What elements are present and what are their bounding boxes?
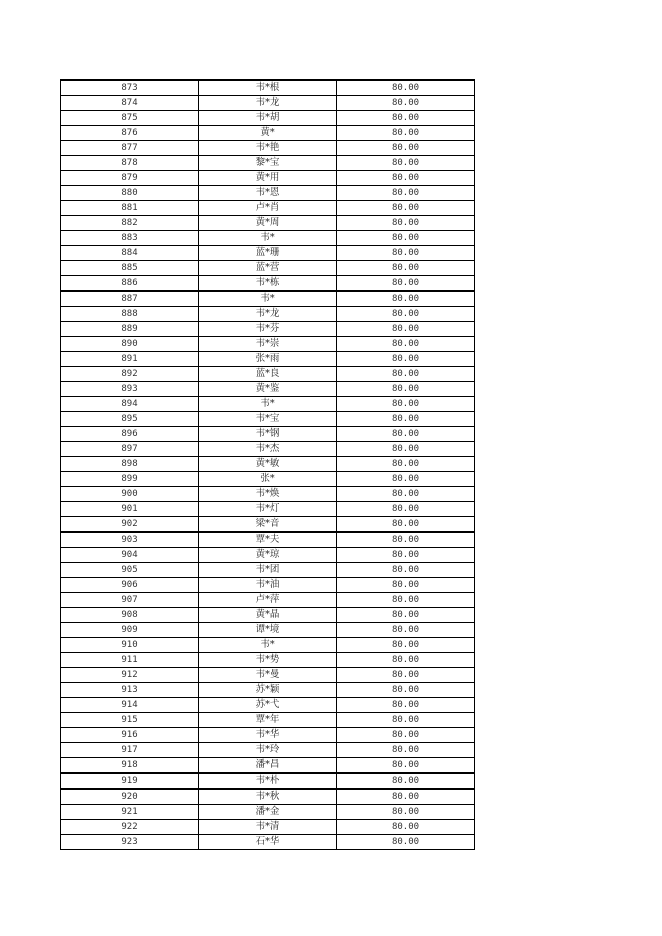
table-row [61, 382, 475, 397]
table-row [61, 713, 475, 728]
table-row [61, 246, 475, 261]
name-cell: 卢*肖 [199, 201, 337, 216]
row-number-cell: 898 [61, 457, 199, 472]
row-number-cell: 916 [61, 728, 199, 743]
table-row [61, 805, 475, 820]
amount-cell: 80.00 [337, 743, 475, 758]
table-row [61, 623, 475, 638]
table-row [61, 487, 475, 502]
row-number-cell: 893 [61, 382, 199, 397]
name-cell: 韦* [199, 638, 337, 653]
amount-cell: 80.00 [337, 805, 475, 820]
name-cell: 韦*清 [199, 820, 337, 835]
row-number-cell: 905 [61, 563, 199, 578]
row-number-cell: 884 [61, 246, 199, 261]
amount-cell: 80.00 [337, 532, 475, 548]
amount-cell: 80.00 [337, 337, 475, 352]
row-number-cell: 908 [61, 608, 199, 623]
name-cell: 蓝*珊 [199, 246, 337, 261]
table-row [61, 126, 475, 141]
name-cell: 黄*鉴 [199, 382, 337, 397]
amount-cell: 80.00 [337, 382, 475, 397]
name-cell: 覃*夫 [199, 532, 337, 548]
table-row [61, 728, 475, 743]
amount-cell: 80.00 [337, 111, 475, 126]
table-row [61, 789, 475, 805]
amount-cell: 80.00 [337, 367, 475, 382]
table-row [61, 96, 475, 111]
row-number-cell: 906 [61, 578, 199, 593]
amount-cell: 80.00 [337, 593, 475, 608]
table-row [61, 457, 475, 472]
name-cell: 韦*龙 [199, 96, 337, 111]
amount-cell: 80.00 [337, 322, 475, 337]
amount-cell: 80.00 [337, 126, 475, 141]
table-row [61, 563, 475, 578]
amount-cell: 80.00 [337, 713, 475, 728]
amount-cell: 80.00 [337, 427, 475, 442]
table-body [61, 80, 475, 850]
amount-cell: 80.00 [337, 789, 475, 805]
name-cell: 韦*焕 [199, 487, 337, 502]
amount-cell: 80.00 [337, 307, 475, 322]
amount-cell: 80.00 [337, 472, 475, 487]
name-cell: 卢*萍 [199, 593, 337, 608]
name-cell: 韦* [199, 231, 337, 246]
name-cell: 韦*秋 [199, 789, 337, 805]
table-row [61, 442, 475, 457]
table-row [61, 668, 475, 683]
amount-cell: 80.00 [337, 246, 475, 261]
name-cell: 张*雨 [199, 352, 337, 367]
row-number-cell: 922 [61, 820, 199, 835]
name-cell: 韦*灯 [199, 502, 337, 517]
name-cell: 梁*音 [199, 517, 337, 533]
name-cell: 潘*金 [199, 805, 337, 820]
table-row [61, 835, 475, 850]
name-cell: 韦*华 [199, 728, 337, 743]
amount-cell: 80.00 [337, 96, 475, 111]
name-cell: 韦* [199, 397, 337, 412]
amount-cell: 80.00 [337, 653, 475, 668]
name-cell: 黄*晶 [199, 608, 337, 623]
row-number-cell: 897 [61, 442, 199, 457]
table-row [61, 773, 475, 789]
row-number-cell: 902 [61, 517, 199, 533]
table-row [61, 111, 475, 126]
row-number-cell: 917 [61, 743, 199, 758]
name-cell: 韦*龙 [199, 307, 337, 322]
table-row [61, 412, 475, 427]
table-row [61, 322, 475, 337]
table-row [61, 578, 475, 593]
amount-cell: 80.00 [337, 758, 475, 774]
row-number-cell: 911 [61, 653, 199, 668]
table-row [61, 758, 475, 774]
row-number-cell: 880 [61, 186, 199, 201]
amount-cell: 80.00 [337, 835, 475, 850]
row-number-cell: 889 [61, 322, 199, 337]
table-row [61, 216, 475, 231]
row-number-cell: 921 [61, 805, 199, 820]
row-number-cell: 891 [61, 352, 199, 367]
row-number-cell: 873 [61, 80, 199, 96]
name-cell: 韦*曼 [199, 668, 337, 683]
name-cell: 覃*年 [199, 713, 337, 728]
table-row [61, 698, 475, 713]
row-number-cell: 899 [61, 472, 199, 487]
amount-cell: 80.00 [337, 698, 475, 713]
table-row [61, 186, 475, 201]
amount-cell: 80.00 [337, 548, 475, 563]
name-cell: 韦*油 [199, 578, 337, 593]
table-row [61, 156, 475, 171]
amount-cell: 80.00 [337, 291, 475, 307]
row-number-cell: 875 [61, 111, 199, 126]
row-number-cell: 878 [61, 156, 199, 171]
name-cell: 韦*栋 [199, 276, 337, 292]
table-row [61, 593, 475, 608]
table-row [61, 276, 475, 292]
table-row [61, 337, 475, 352]
table-row [61, 261, 475, 276]
table-row [61, 291, 475, 307]
name-cell: 张* [199, 472, 337, 487]
row-number-cell: 915 [61, 713, 199, 728]
amount-cell: 80.00 [337, 487, 475, 502]
row-number-cell: 874 [61, 96, 199, 111]
row-number-cell: 882 [61, 216, 199, 231]
row-number-cell: 920 [61, 789, 199, 805]
table-row [61, 653, 475, 668]
amount-cell: 80.00 [337, 820, 475, 835]
name-cell: 韦*杰 [199, 442, 337, 457]
name-cell: 苏*颖 [199, 683, 337, 698]
table-row [61, 141, 475, 156]
amount-cell: 80.00 [337, 623, 475, 638]
name-cell: 蓝*良 [199, 367, 337, 382]
row-number-cell: 886 [61, 276, 199, 292]
row-number-cell: 901 [61, 502, 199, 517]
amount-cell: 80.00 [337, 156, 475, 171]
table-row [61, 352, 475, 367]
row-number-cell: 881 [61, 201, 199, 216]
amount-cell: 80.00 [337, 412, 475, 427]
name-cell: 韦*根 [199, 80, 337, 96]
name-cell: 苏*弋 [199, 698, 337, 713]
amount-cell: 80.00 [337, 683, 475, 698]
spreadsheet-page [60, 79, 475, 850]
row-number-cell: 907 [61, 593, 199, 608]
table-row [61, 743, 475, 758]
table-row [61, 307, 475, 322]
name-cell: 韦*崇 [199, 337, 337, 352]
row-number-cell: 894 [61, 397, 199, 412]
row-number-cell: 890 [61, 337, 199, 352]
table-row [61, 608, 475, 623]
name-cell: 韦*胡 [199, 111, 337, 126]
amount-cell: 80.00 [337, 201, 475, 216]
name-cell: 黄* [199, 126, 337, 141]
amount-cell: 80.00 [337, 442, 475, 457]
amount-cell: 80.00 [337, 773, 475, 789]
amount-cell: 80.00 [337, 231, 475, 246]
row-number-cell: 903 [61, 532, 199, 548]
amount-cell: 80.00 [337, 141, 475, 156]
row-number-cell: 910 [61, 638, 199, 653]
row-number-cell: 877 [61, 141, 199, 156]
row-number-cell: 892 [61, 367, 199, 382]
row-number-cell: 918 [61, 758, 199, 774]
table-row [61, 171, 475, 186]
amount-cell: 80.00 [337, 608, 475, 623]
row-number-cell: 888 [61, 307, 199, 322]
row-number-cell: 887 [61, 291, 199, 307]
amount-cell: 80.00 [337, 171, 475, 186]
table-row [61, 231, 475, 246]
table-row [61, 683, 475, 698]
amount-cell: 80.00 [337, 668, 475, 683]
amount-cell: 80.00 [337, 216, 475, 231]
table-row [61, 502, 475, 517]
name-cell: 黄*周 [199, 216, 337, 231]
table-row [61, 80, 475, 96]
row-number-cell: 896 [61, 427, 199, 442]
table-row [61, 201, 475, 216]
row-number-cell: 883 [61, 231, 199, 246]
table-row [61, 517, 475, 533]
name-cell: 韦*玲 [199, 743, 337, 758]
row-number-cell: 913 [61, 683, 199, 698]
row-number-cell: 876 [61, 126, 199, 141]
table-row [61, 820, 475, 835]
name-cell: 韦*朴 [199, 773, 337, 789]
payment-table [60, 79, 475, 850]
amount-cell: 80.00 [337, 276, 475, 292]
amount-cell: 80.00 [337, 186, 475, 201]
name-cell: 潘*昌 [199, 758, 337, 774]
amount-cell: 80.00 [337, 457, 475, 472]
table-row [61, 397, 475, 412]
amount-cell: 80.00 [337, 517, 475, 533]
row-number-cell: 879 [61, 171, 199, 186]
amount-cell: 80.00 [337, 563, 475, 578]
table-row [61, 532, 475, 548]
table-row [61, 367, 475, 382]
table-row [61, 427, 475, 442]
row-number-cell: 912 [61, 668, 199, 683]
name-cell: 黎*宝 [199, 156, 337, 171]
amount-cell: 80.00 [337, 502, 475, 517]
name-cell: 石*华 [199, 835, 337, 850]
amount-cell: 80.00 [337, 638, 475, 653]
name-cell: 韦*宝 [199, 412, 337, 427]
row-number-cell: 909 [61, 623, 199, 638]
name-cell: 韦*势 [199, 653, 337, 668]
row-number-cell: 900 [61, 487, 199, 502]
amount-cell: 80.00 [337, 352, 475, 367]
name-cell: 韦* [199, 291, 337, 307]
amount-cell: 80.00 [337, 261, 475, 276]
name-cell: 黄*琼 [199, 548, 337, 563]
name-cell: 韦*艳 [199, 141, 337, 156]
name-cell: 谭*境 [199, 623, 337, 638]
name-cell: 韦*芬 [199, 322, 337, 337]
row-number-cell: 919 [61, 773, 199, 789]
table-row [61, 548, 475, 563]
amount-cell: 80.00 [337, 728, 475, 743]
name-cell: 蓝*营 [199, 261, 337, 276]
name-cell: 黄*敏 [199, 457, 337, 472]
table-row [61, 638, 475, 653]
row-number-cell: 895 [61, 412, 199, 427]
name-cell: 韦*恩 [199, 186, 337, 201]
name-cell: 韦*钢 [199, 427, 337, 442]
amount-cell: 80.00 [337, 80, 475, 96]
name-cell: 韦*团 [199, 563, 337, 578]
name-cell: 黄*用 [199, 171, 337, 186]
row-number-cell: 923 [61, 835, 199, 850]
row-number-cell: 885 [61, 261, 199, 276]
row-number-cell: 904 [61, 548, 199, 563]
row-number-cell: 914 [61, 698, 199, 713]
amount-cell: 80.00 [337, 578, 475, 593]
amount-cell: 80.00 [337, 397, 475, 412]
table-row [61, 472, 475, 487]
